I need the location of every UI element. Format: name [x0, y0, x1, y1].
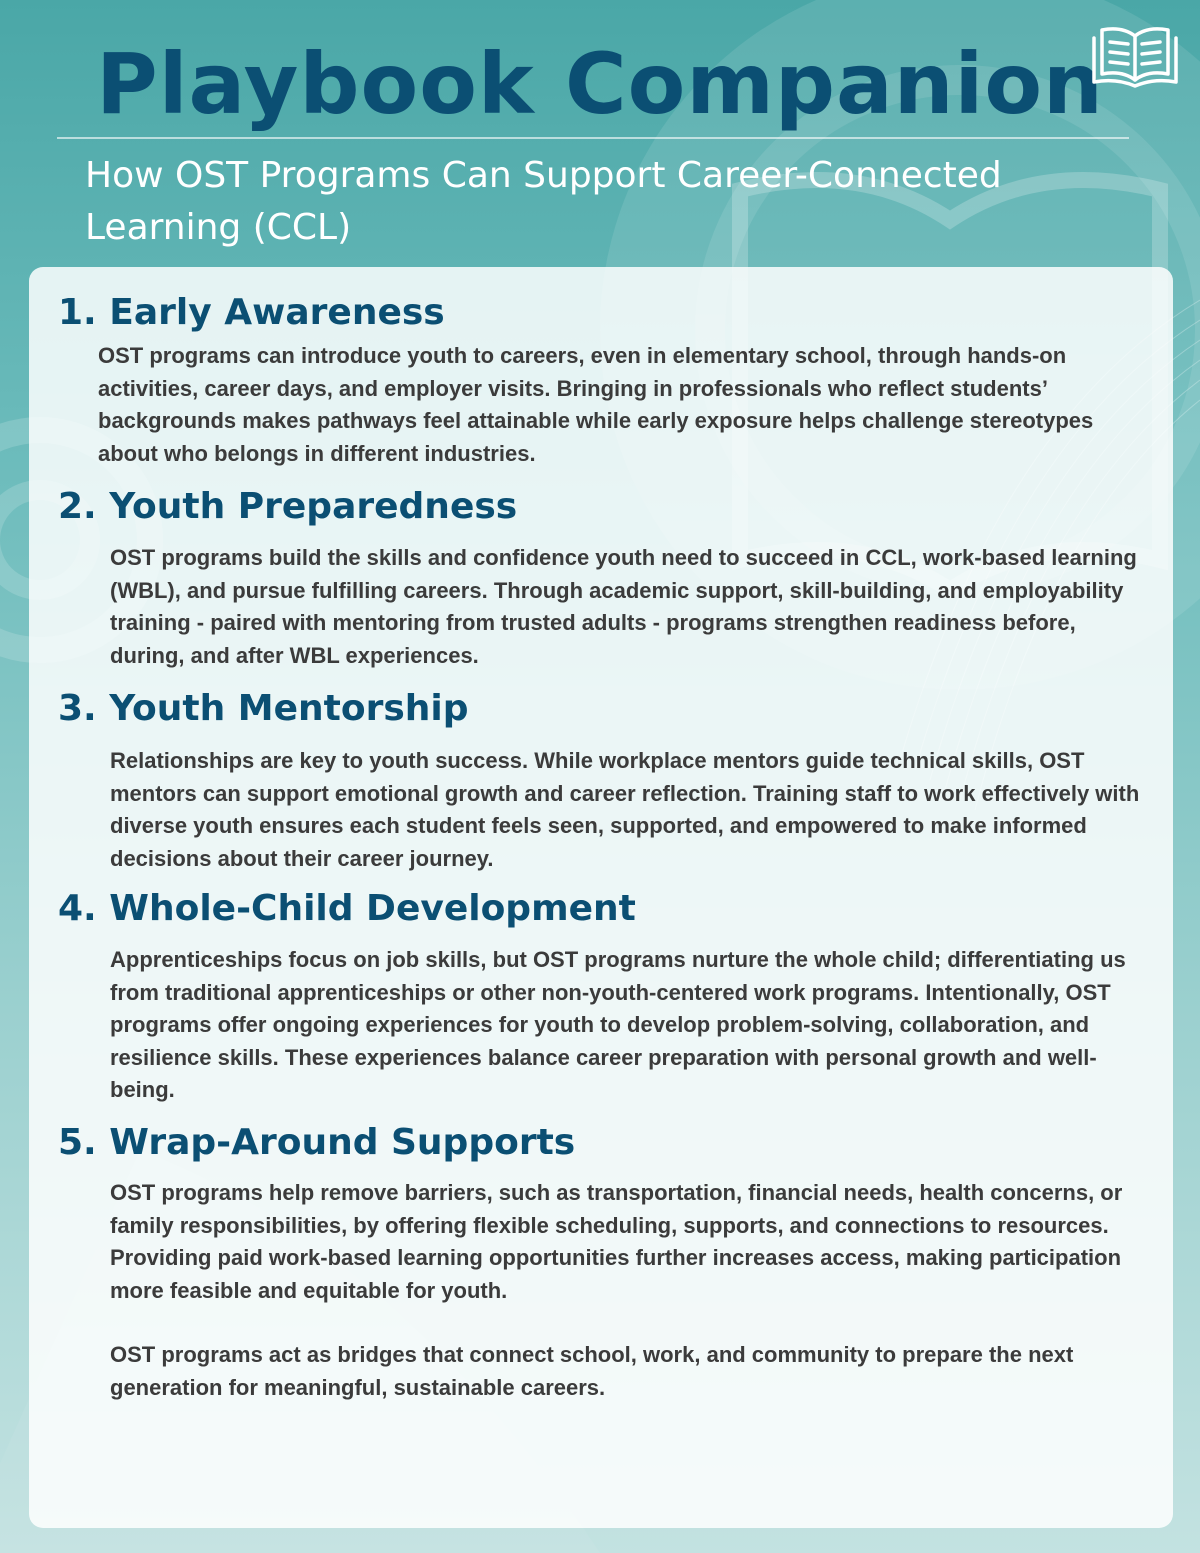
page-title: Playbook Companion — [96, 35, 1104, 133]
section-body-youth-mentorship: Relationships are key to youth success. While workplace mentors guide technical skills, OST mentors can support emotional growth and career reflection. Training staff to work effectively with diverse youth ensures each student feels seen, supported, and empowered to make informed decisions about their career journey. — [110, 748, 1140, 871]
section-heading-youth-preparedness: 2. Youth Preparedness — [58, 486, 518, 527]
page-subtitle: How OST Programs Can Support Career-Connected Learning (CCL) — [85, 155, 1002, 248]
closing-statement: OST programs act as bridges that connect school, work, and community to prepare the next generation for meaningful, sustainable careers. — [110, 1342, 1074, 1400]
section-heading-whole-child-development: 4. Whole-Child Development — [58, 888, 636, 929]
title-divider — [57, 137, 1129, 139]
section-heading-wrap-around-supports: 5. Wrap-Around Supports — [58, 1122, 576, 1163]
section-heading-youth-mentorship: 3. Youth Mentorship — [58, 688, 469, 729]
section-heading-early-awareness: 1. Early Awareness — [58, 292, 445, 333]
section-body-youth-preparedness: OST programs build the skills and confidence youth need to succeed in CCL, work-based learning (WBL), and pursue fulfilling careers. Through academic support, skill-building, and employability training - paired with mentoring from trusted adults - programs strengthen readiness before, during, and after WBL experiences. — [110, 545, 1137, 668]
section-body-wrap-around-supports: OST programs help remove barriers, such as transportation, financial needs, health concerns, or family responsibilities, by offering flexible scheduling, supports, and connections to resources. Providing paid work-based learning opportunities further increases access, making participation more feasible and equitable for youth. — [110, 1180, 1123, 1303]
section-body-whole-child-development: Apprenticeships focus on job skills, but OST programs nurture the whole child; differentiating us from traditional apprenticeships or other non-youth-centered work programs. Intentionally, OST programs offer ongoing experiences for youth to develop problem-solving, collaboration, and resilience skills. These experiences balance career preparation with personal growth and well-being. — [110, 947, 1126, 1102]
book-icon — [1086, 20, 1184, 90]
section-body-early-awareness: OST programs can introduce youth to careers, even in elementary school, through hands-on activities, career days, and employer visits. Bringing in professionals who reflect students’ backgrounds makes pathways feel attainable while early exposure helps challenge stereotypes about who belongs in different industries. — [98, 343, 1094, 466]
